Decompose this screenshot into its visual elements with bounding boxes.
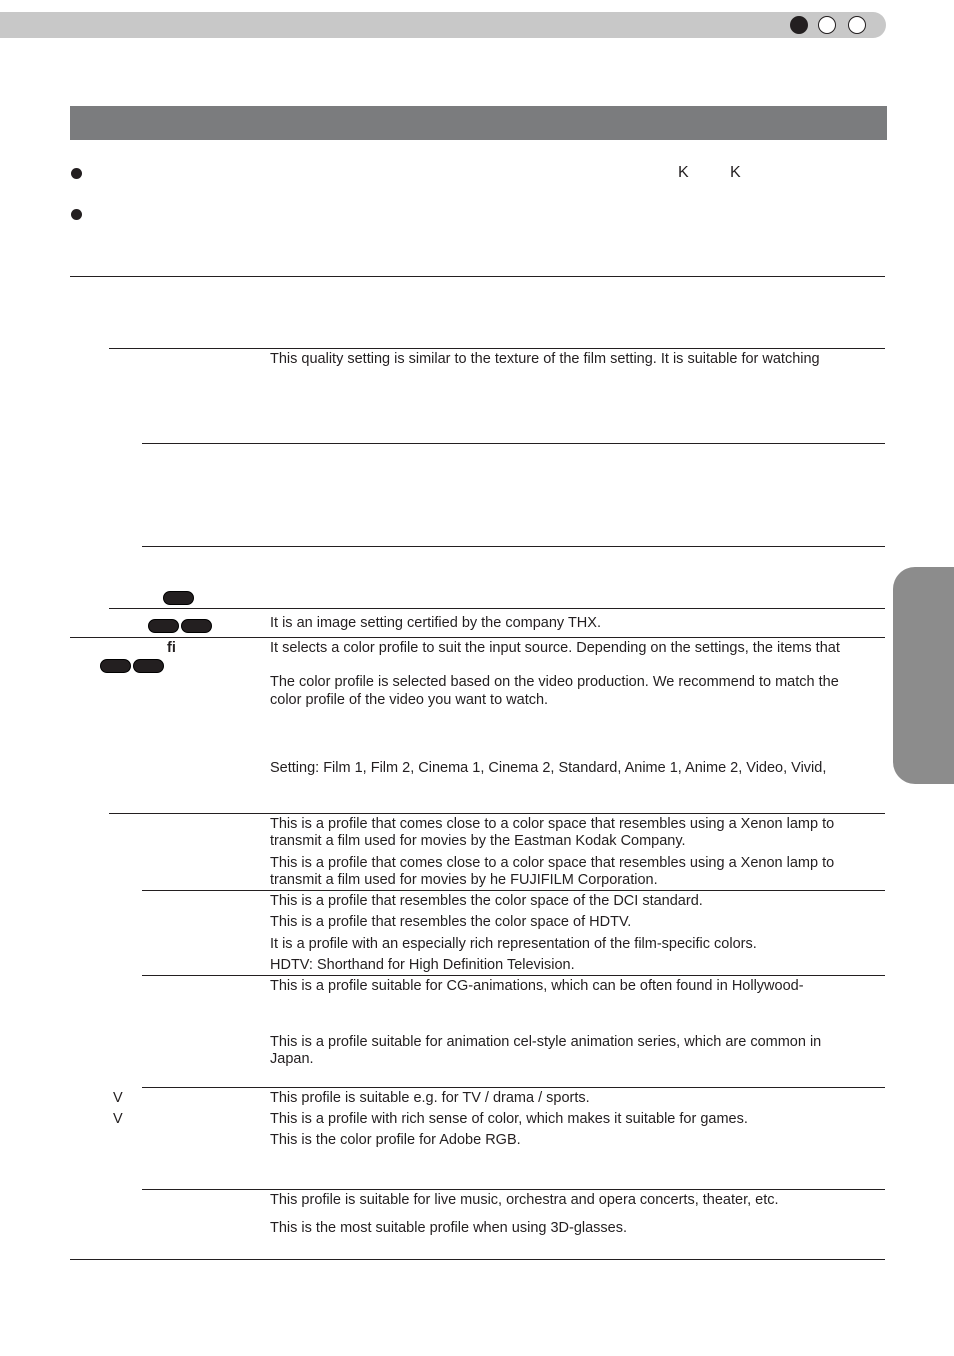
remote-button-icon [181, 619, 212, 633]
desc-kodak: This is a profile that comes close to a color space that resembles using a Xenon lamp to [270, 816, 835, 832]
row-divider [109, 348, 885, 349]
desc-fuji: This is a profile that comes close to a color space that resembles using a Xenon lamp to [270, 855, 835, 871]
chapter-side-tab [893, 567, 954, 784]
desc-profile-match: color profile of the video you want to watch. [270, 692, 549, 708]
label-v: V [113, 1111, 123, 1127]
desc-cg-anim: This is a profile suitable for CG-animations, which can be often found in Hollywood- [270, 978, 804, 994]
label-fi: fi [167, 640, 176, 656]
desc-adobe: This is the color profile for Adobe RGB. [270, 1132, 521, 1148]
row-divider [142, 443, 885, 444]
desc-setting-list: Setting: Film 1, Film 2, Cinema 1, Cinema 2, Standard, Anime 1, Anime 2, Video, Vivid, [270, 760, 827, 776]
row-divider [142, 1189, 885, 1190]
desc-hdtv-note: HDTV: Shorthand for High Definition Television. [270, 957, 575, 973]
desc-film-colors: It is a profile with an especially rich representation of the film-specific colors. [270, 936, 757, 952]
row-divider [142, 975, 885, 976]
desc-hdtv: This is a profile that resembles the color space of HDTV. [270, 914, 632, 930]
desc-thx: It is an image setting certified by the company THX. [270, 615, 601, 631]
desc-stage: This profile is suitable for live music, orchestra and opera concerts, theater, etc. [270, 1192, 779, 1208]
intro-k-right: K [730, 164, 741, 181]
row-divider [142, 1087, 885, 1088]
page-indicator-dot-3 [848, 16, 866, 34]
desc-cel-anim: This is a profile suitable for animation cel-style animation series, which are common in [270, 1034, 822, 1050]
row-divider [109, 608, 885, 609]
desc-profile-intro: It selects a color profile to suit the input source. Depending on the settings, the items that [270, 640, 840, 656]
page-indicator-dot-2 [818, 16, 836, 34]
desc-profile-match: The color profile is selected based on the video production. We recommend to match the [270, 674, 839, 690]
intro-k-left: K [678, 164, 689, 181]
table-bottom-rule [70, 1259, 885, 1260]
desc-video: This profile is suitable e.g. for TV / drama / sports. [270, 1090, 590, 1106]
row-divider [142, 546, 885, 547]
header-bar [0, 12, 886, 38]
bullet-icon [71, 209, 82, 220]
remote-button-icon [163, 591, 194, 605]
table-top-rule [70, 276, 885, 277]
desc-cel-anim: Japan. [270, 1051, 314, 1067]
bullet-icon [71, 168, 82, 179]
remote-button-icon [100, 659, 131, 673]
section-header-band [70, 106, 887, 140]
desc-kodak: transmit a film used for movies by the Eastman Kodak Company. [270, 833, 686, 849]
row-divider [142, 890, 885, 891]
label-v: V [113, 1090, 123, 1106]
remote-button-icon [133, 659, 164, 673]
desc-3d: This is the most suitable profile when using 3D-glasses. [270, 1220, 628, 1236]
desc-fuji: transmit a film used for movies by he FUJIFILM Corporation. [270, 872, 658, 888]
desc-dci: This is a profile that resembles the color space of the DCI standard. [270, 893, 703, 909]
desc-vivid: This is a profile with rich sense of color, which makes it suitable for games. [270, 1111, 748, 1127]
desc-film-quality: This quality setting is similar to the texture of the film setting. It is suitable for watching [270, 351, 820, 367]
remote-button-icon [148, 619, 179, 633]
row-divider [70, 637, 885, 638]
row-divider [109, 813, 885, 814]
page-indicator-dot-1 [790, 16, 808, 34]
